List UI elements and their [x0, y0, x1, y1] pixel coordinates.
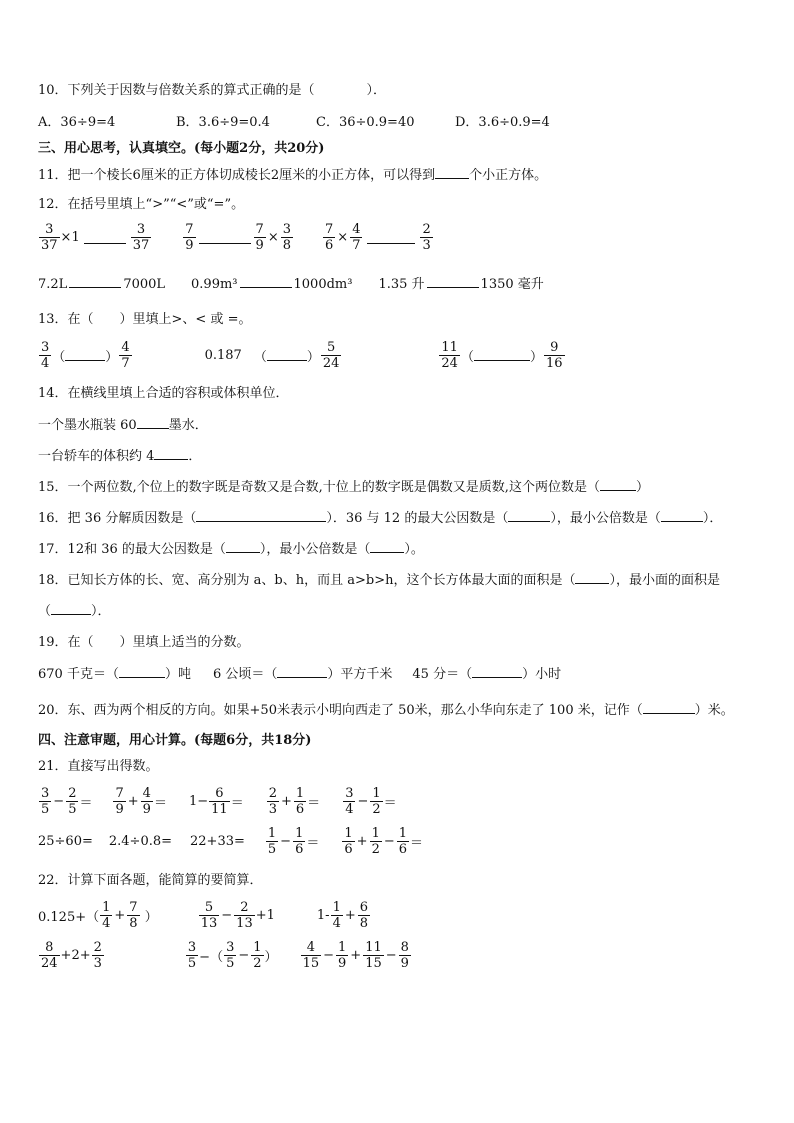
question-13: 13．在（ ）里填上>、< 或 =。: [38, 312, 252, 327]
unit-value: 7000L: [123, 277, 166, 292]
answer-blank: [661, 509, 703, 522]
fraction: $\frac{3}{37}$: [132, 222, 150, 253]
answer-blank: [643, 701, 695, 714]
fraction: $\frac{7}{9}$: [255, 222, 264, 253]
answer-blank: [154, 447, 188, 460]
q14-a: 一个墨水瓶装 60 墨水．: [38, 418, 208, 433]
question-21: 21．直接写出得数。: [38, 759, 159, 774]
fraction: $\frac{7}{6}$: [325, 222, 334, 253]
answer-blank: [196, 509, 326, 522]
fraction: $\frac{9}{16}$: [545, 340, 563, 371]
q21-row-2: 25÷60= 2.4÷0.8= 22+33= $\frac{1}{5}$ − $\frac{1}{6}$ ＝ $\frac{1}{6}$ + $\frac{1}{2}$ − $\frac{1}{6}$ ＝: [38, 826, 424, 857]
q13-row: $\frac{3}{4}$ （ ） $\frac{4}{7}$ 0.187 （ ） $\frac{5}{24}$ $\frac{11}{24}$ （ ） $\frac{9}{16}$: [41, 340, 563, 371]
q14-b: 一台轿车的体积约 4 ．: [38, 449, 202, 464]
q22-row-2: $\frac{8}{24}$ +2+ $\frac{2}{3}$ $\frac{3}{5}$ −（ $\frac{3}{5}$ − $\frac{1}{2}$ ） $\frac{4}{15}$ − $\frac{1}{9}$ + $\frac{11}{15}$ − $\frac{8}{9}$: [41, 940, 409, 971]
unit-value: 0.99m³: [191, 277, 238, 292]
question-10: 10．下列关于因数与倍数关系的算式正确的是（ ）．: [38, 83, 387, 98]
unit-value: 1.35 升: [378, 277, 425, 292]
question-18-cont: （ ）．: [38, 604, 111, 619]
section-4-heading: 四、注意审题，用心计算。(每题6分，共18分): [38, 733, 312, 748]
answer-blank: [84, 231, 126, 244]
answer-blank: [65, 348, 105, 361]
times-one: ×1: [60, 230, 80, 245]
fraction: $\frac{3}{4}$: [41, 340, 50, 371]
decimal-value: 0.187: [204, 348, 242, 363]
fraction: $\frac{4}{7}$: [121, 340, 130, 371]
fraction: $\frac{5}{24}$: [322, 340, 340, 371]
calc-lead: 0.125+（: [38, 910, 100, 925]
answer-blank: [277, 665, 327, 678]
answer-blank: [600, 478, 636, 491]
answer-blank: [474, 348, 530, 361]
q12-fraction-row: $\frac{3}{37}$ ×1 $\frac{3}{37}$ $\frac{7}{9}$ $\frac{7}{9}$ × $\frac{3}{8}$ $\frac{7}{6}$ × $\frac{4}{7}$ $\frac{2}{3}$: [41, 222, 431, 253]
answer-blank: [367, 231, 415, 244]
fraction: $\frac{11}{24}$: [441, 340, 458, 371]
fraction: $\frac{3}{8}$: [282, 222, 292, 253]
question-14: 14．在横线里填上合适的容积或体积单位．: [38, 386, 289, 401]
question-11: [38, 166, 547, 185]
answer-blank: [370, 540, 404, 553]
fraction: $\frac{4}{7}$: [352, 222, 361, 253]
question-17: 17．12和 36 的最大公因数是（ ），最小公倍数是（ ）。: [38, 542, 424, 557]
answer-blank: [435, 166, 469, 179]
answer-blank: [267, 348, 307, 361]
fraction: $\frac{7}{9}$: [185, 222, 194, 253]
calc-item: 22+33=: [190, 834, 245, 849]
question-16: 16．把 36 分解质因数是（ ）．36 与 12 的最大公因数是（ ），最小公倍数是（ ）．: [38, 511, 723, 526]
question-18: 18．已知长方体的长、宽、高分别为 a、b、h，而且 a>b>h，这个长方体最大面的面积是（ ），最小面的面积是: [38, 573, 720, 588]
answer-blank: [119, 665, 165, 678]
q12-units-row: [38, 275, 544, 294]
q11-tail: 个小正方体。: [469, 168, 548, 183]
question-15: 15．一个两位数,个位上的数字既是奇数又是合数,十位上的数字既是偶数又是质数,这个两位数是（ ）: [38, 480, 649, 495]
answer-blank: [575, 571, 609, 584]
q10-option-d: D．3.6÷0.9=4: [455, 115, 550, 130]
answer-blank: [51, 602, 91, 615]
answer-blank: [427, 275, 479, 288]
q19-row: 670 千克＝（ ）吨 6 公顷＝（ ）平方千米 45 分＝（ ）小时: [38, 667, 562, 682]
q10-option-b: B．3.6÷9=0.4: [176, 115, 270, 130]
unit-value: 7.2L: [38, 277, 68, 292]
question-22: 22．计算下面各题，能简算的要简算．: [38, 873, 263, 888]
answer-blank: [226, 540, 260, 553]
unit-value: 1000dm³: [293, 277, 353, 292]
q21-row-1: $\frac{3}{5}$ − $\frac{2}{5}$ ＝ $\frac{7}{9}$ + $\frac{4}{9}$ ＝ 1− $\frac{6}{11}$ ＝ $\frac{2}{3}$ + $\frac{1}{6}$ ＝ $\frac{3}{4}$ − $\frac{1}{2}$ ＝: [41, 786, 397, 817]
answer-blank: [472, 665, 522, 678]
fraction: $\frac{2}{3}$: [422, 222, 431, 253]
answer-blank: [69, 275, 121, 288]
q11-text: 11．把一个棱长6厘米的正方体切成棱长2厘米的小正方体，可以得到: [38, 168, 436, 183]
q10-option-c: C．36÷0.9=40: [316, 115, 415, 130]
section-3-heading: 三、用心思考，认真填空。(每小题2分，共20分): [38, 141, 325, 156]
answer-blank: [199, 231, 251, 244]
calc-item: 25÷60=: [38, 834, 93, 849]
q22-row-1: 0.125+（ $\frac{1}{4}$ + $\frac{7}{8}$ ） $\frac{5}{13}$ − $\frac{2}{13}$ +1 1- $\frac{1}{4}$ + $\frac{6}{8}$: [38, 900, 369, 931]
calc-item: 2.4÷0.8=: [108, 834, 173, 849]
question-19: 19．在（ ）里填上适当的分数。: [38, 635, 250, 650]
answer-blank: [508, 509, 550, 522]
answer-blank: [137, 416, 169, 429]
answer-blank: [240, 275, 292, 288]
fraction: $\frac{3}{37}$: [41, 222, 58, 253]
q10-option-a: A．36÷9=4: [38, 115, 116, 130]
unit-value: 1350 毫升: [480, 277, 544, 292]
question-20: 20．东、西为两个相反的方向。如果+50米表示小明向西走了 50米，那么小华向东走了 100 米，记作（ ）米。: [38, 703, 734, 718]
question-12: 12．在括号里填上“>”“<”或“=”。: [38, 197, 245, 212]
